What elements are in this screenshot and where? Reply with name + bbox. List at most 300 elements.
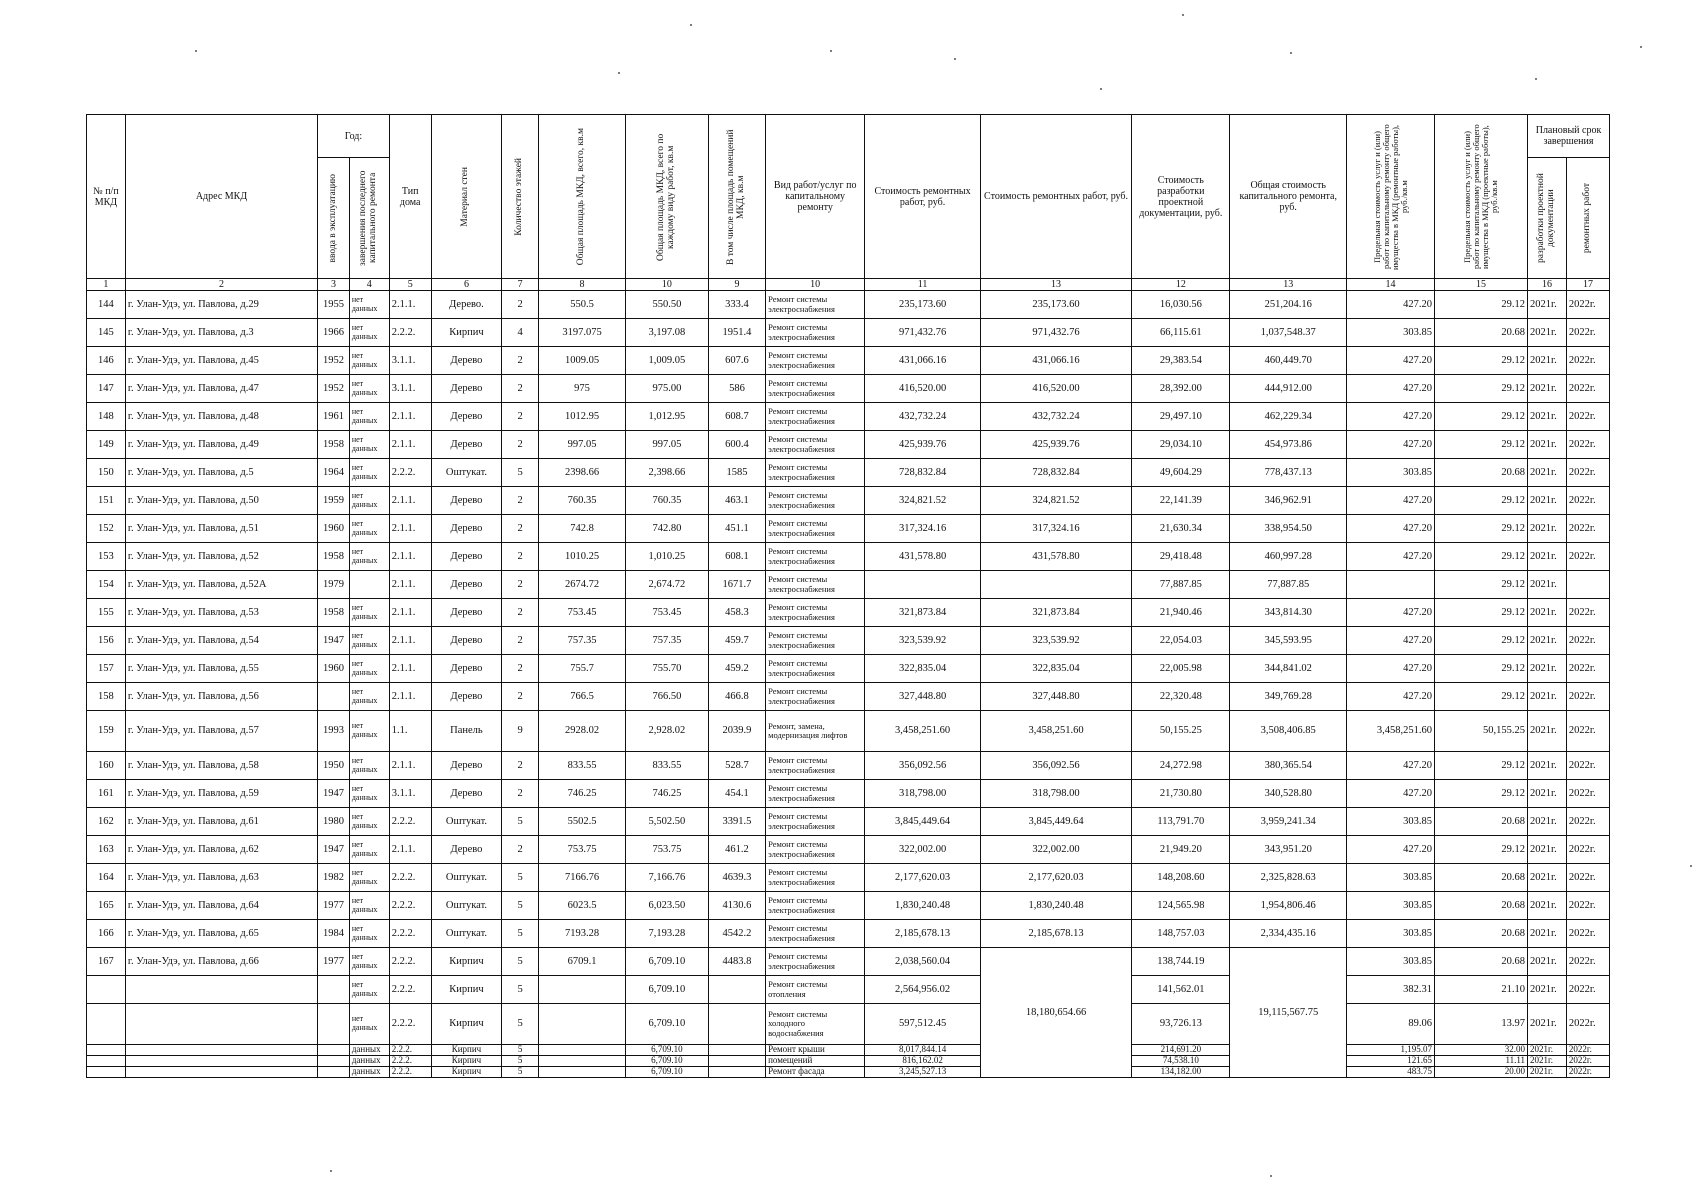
row-year-last-repair: нет данных (349, 836, 389, 864)
row-work-area: 1,012.95 (625, 403, 708, 431)
table-row (87, 864, 1610, 892)
row-limit-cost-design: 20.00 (1434, 1067, 1527, 1078)
row-work-type: Ремонт системы электроснабжения (766, 920, 865, 948)
row-house-type: 2.1.1. (389, 403, 431, 431)
table-row (87, 375, 1610, 403)
row-plan-repair: 2022г. (1566, 375, 1609, 403)
row-house-type: 2.2.2. (389, 1045, 431, 1056)
row-year-commission: 1947 (318, 627, 350, 655)
row-design-cost: 141,562.01 (1132, 976, 1230, 1004)
row-premises-area: 466.8 (708, 683, 765, 711)
row-year-commission: 1961 (318, 403, 350, 431)
row-repair-cost: 597,512.45 (865, 1004, 981, 1045)
row-number: 154 (87, 571, 126, 599)
row-wall-material: Дерево (431, 515, 502, 543)
row-limit-cost-design: 29.12 (1434, 515, 1527, 543)
row-total-cost: 251,204.16 (1230, 291, 1347, 319)
row-wall-material: Дерево (431, 375, 502, 403)
row-work-type: Ремонт фасада (766, 1067, 865, 1078)
row-house-type: 2.2.2. (389, 1004, 431, 1045)
row-design-cost: 29,383.54 (1132, 347, 1230, 375)
row-floors: 2 (502, 683, 539, 711)
header-repair-cost: Стоимость ремонтных работ, руб. (865, 115, 981, 279)
row-work-area: 6,709.10 (625, 1045, 708, 1056)
row-work-type: Ремонт системы электроснабжения (766, 291, 865, 319)
row-limit-cost-design: 20.68 (1434, 864, 1527, 892)
row-year-commission (318, 683, 350, 711)
row-year-last-repair: нет данных (349, 655, 389, 683)
row-design-cost: 29,034.10 (1132, 431, 1230, 459)
header-repair-cost-total: Стоимость ремонтных работ, руб. (980, 115, 1131, 279)
row-repair-cost-total: 2,177,620.03 (980, 864, 1131, 892)
row-work-area: 753.45 (625, 599, 708, 627)
row-total-area: 757.35 (539, 627, 626, 655)
row-year-last-repair: данных (349, 1045, 389, 1056)
header-work-area: Общая площадь МКД, всего по каждому виду работ, кв.м (625, 115, 708, 279)
row-repair-cost: 321,873.84 (865, 599, 981, 627)
column-number-1: 1 (87, 279, 126, 291)
row-house-type: 2.1.1. (389, 599, 431, 627)
row-year-last-repair: нет данных (349, 627, 389, 655)
row-plan-design: 2021г. (1528, 599, 1567, 627)
row-repair-cost-total: 318,798.00 (980, 780, 1131, 808)
row-work-type: Ремонт системы холодного водоснабжения (766, 1004, 865, 1045)
row-total-area (539, 1004, 626, 1045)
row-floors: 2 (502, 752, 539, 780)
header-row-1 (87, 115, 1610, 158)
row-limit-cost-repair: 427.20 (1347, 752, 1435, 780)
row-house-type: 2.1.1. (389, 571, 431, 599)
column-number-6: 6 (431, 279, 502, 291)
row-design-cost: 21,630.34 (1132, 515, 1230, 543)
row-wall-material: Дерево (431, 752, 502, 780)
row-limit-cost-repair: 427.20 (1347, 780, 1435, 808)
row-total-area: 6023.5 (539, 892, 626, 920)
row-floors: 5 (502, 808, 539, 836)
row-number: 167 (87, 948, 126, 976)
row-year-commission: 1982 (318, 864, 350, 892)
row-total-cost: 345,593.95 (1230, 627, 1347, 655)
row-total-area (539, 976, 626, 1004)
row-limit-cost-repair: 121.65 (1347, 1056, 1435, 1067)
row-number: 157 (87, 655, 126, 683)
row-number: 162 (87, 808, 126, 836)
row-plan-repair: 2022г. (1566, 515, 1609, 543)
row-repair-cost: 2,038,560.04 (865, 948, 981, 976)
row-design-cost: 214,691.20 (1132, 1045, 1230, 1056)
row-number: 165 (87, 892, 126, 920)
row-total-area: 975 (539, 375, 626, 403)
row-design-cost: 93,726.13 (1132, 1004, 1230, 1045)
row-total-area: 2928.02 (539, 711, 626, 752)
row-wall-material: Оштукат. (431, 459, 502, 487)
header-plan-group: Плановый срок завершения (1528, 115, 1610, 158)
row-address: г. Улан-Удэ, ул. Павлова, д.52 (125, 543, 317, 571)
row-total-area: 1012.95 (539, 403, 626, 431)
row-plan-design: 2021г. (1528, 543, 1567, 571)
row-total-area: 755.7 (539, 655, 626, 683)
table-row-group-line (87, 1067, 1610, 1078)
row-repair-cost: 322,002.00 (865, 836, 981, 864)
row-house-type: 2.1.1. (389, 291, 431, 319)
row-total-area: 2398.66 (539, 459, 626, 487)
row-work-type: Ремонт системы электроснабжения (766, 683, 865, 711)
row-year-commission (318, 1067, 350, 1078)
header-number: № п/п МКД (87, 115, 126, 279)
row-address (125, 1056, 317, 1067)
row-premises-area: 4639.3 (708, 864, 765, 892)
row-work-type: Ремонт крыши (766, 1045, 865, 1056)
group-total-cost: 19,115,567.75 (1230, 948, 1347, 1078)
row-premises-area (708, 976, 765, 1004)
row-total-area (539, 1056, 626, 1067)
row-work-type: Ремонт системы электроснабжения (766, 459, 865, 487)
row-total-area: 753.75 (539, 836, 626, 864)
row-year-commission: 1980 (318, 808, 350, 836)
row-year-commission: 1979 (318, 571, 350, 599)
row-floors: 5 (502, 892, 539, 920)
row-work-area: 7,193.28 (625, 920, 708, 948)
row-house-type: 2.1.1. (389, 487, 431, 515)
row-work-area: 2,674.72 (625, 571, 708, 599)
table-row (87, 599, 1610, 627)
row-address: г. Улан-Удэ, ул. Павлова, д.29 (125, 291, 317, 319)
row-plan-design: 2021г. (1528, 836, 1567, 864)
row-address (125, 976, 317, 1004)
row-premises-area: 1671.7 (708, 571, 765, 599)
row-total-area: 833.55 (539, 752, 626, 780)
table-row (87, 431, 1610, 459)
row-wall-material: Кирпич (431, 948, 502, 976)
row-premises-area: 458.3 (708, 599, 765, 627)
row-plan-repair: 2022г. (1566, 347, 1609, 375)
row-repair-cost-total: 431,066.16 (980, 347, 1131, 375)
row-address: г. Улан-Удэ, ул. Павлова, д.50 (125, 487, 317, 515)
row-house-type: 2.2.2. (389, 459, 431, 487)
row-number: 153 (87, 543, 126, 571)
row-total-area: 550.5 (539, 291, 626, 319)
row-floors: 2 (502, 403, 539, 431)
row-work-type: Ремонт системы электроснабжения (766, 808, 865, 836)
row-limit-cost-design: 29.12 (1434, 571, 1527, 599)
row-work-area: 766.50 (625, 683, 708, 711)
row-work-type: Ремонт системы электроснабжения (766, 655, 865, 683)
row-year-last-repair: нет данных (349, 711, 389, 752)
row-limit-cost-repair: 3,458,251.60 (1347, 711, 1435, 752)
column-number-5: 5 (389, 279, 431, 291)
row-year-last-repair: данных (349, 1067, 389, 1078)
row-total-area: 1010.25 (539, 543, 626, 571)
column-number-8: 8 (539, 279, 626, 291)
row-floors: 9 (502, 711, 539, 752)
table-row (87, 808, 1610, 836)
row-total-area: 7193.28 (539, 920, 626, 948)
row-total-cost: 778,437.13 (1230, 459, 1347, 487)
header-wall-material: Материал стен (431, 115, 502, 279)
row-total-cost: 2,325,828.63 (1230, 864, 1347, 892)
row-house-type: 2.2.2. (389, 864, 431, 892)
row-plan-repair: 2022г. (1566, 543, 1609, 571)
row-house-type: 2.1.1. (389, 752, 431, 780)
row-house-type: 2.2.2. (389, 319, 431, 347)
row-limit-cost-design: 20.68 (1434, 920, 1527, 948)
row-limit-cost-repair: 303.85 (1347, 892, 1435, 920)
row-plan-repair (1566, 571, 1609, 599)
row-repair-cost: 2,185,678.13 (865, 920, 981, 948)
row-floors: 5 (502, 976, 539, 1004)
row-plan-design: 2021г. (1528, 459, 1567, 487)
row-number: 151 (87, 487, 126, 515)
row-house-type: 2.1.1. (389, 431, 431, 459)
row-plan-repair: 2022г. (1566, 752, 1609, 780)
row-plan-design: 2021г. (1528, 431, 1567, 459)
row-total-area: 1009.05 (539, 347, 626, 375)
table-row (87, 459, 1610, 487)
row-work-type: Ремонт системы электроснабжения (766, 599, 865, 627)
row-number: 160 (87, 752, 126, 780)
row-design-cost: 134,182.00 (1132, 1067, 1230, 1078)
row-house-type: 3.1.1. (389, 347, 431, 375)
row-wall-material: Оштукат. (431, 920, 502, 948)
row-work-area: 6,709.10 (625, 1067, 708, 1078)
row-repair-cost: 2,177,620.03 (865, 864, 981, 892)
row-floors: 2 (502, 347, 539, 375)
row-repair-cost: 1,830,240.48 (865, 892, 981, 920)
row-wall-material: Кирпич (431, 1045, 502, 1056)
row-wall-material: Кирпич (431, 1056, 502, 1067)
column-number-2: 2 (125, 279, 317, 291)
row-total-cost: 77,887.85 (1230, 571, 1347, 599)
row-address (125, 1045, 317, 1056)
row-design-cost: 22,141.39 (1132, 487, 1230, 515)
row-number: 161 (87, 780, 126, 808)
row-floors: 2 (502, 375, 539, 403)
row-number: 166 (87, 920, 126, 948)
row-year-last-repair: нет данных (349, 291, 389, 319)
row-address: г. Улан-Удэ, ул. Павлова, д.53 (125, 599, 317, 627)
row-limit-cost-repair: 382.31 (1347, 976, 1435, 1004)
table-row (87, 892, 1610, 920)
row-total-cost: 340,528.80 (1230, 780, 1347, 808)
table-row (87, 515, 1610, 543)
row-year-last-repair: нет данных (349, 543, 389, 571)
row-design-cost: 29,418.48 (1132, 543, 1230, 571)
table-row (87, 403, 1610, 431)
row-work-type: помещений (766, 1056, 865, 1067)
row-address: г. Улан-Удэ, ул. Павлова, д.63 (125, 864, 317, 892)
row-plan-design: 2021г. (1528, 291, 1567, 319)
row-house-type: 2.1.1. (389, 683, 431, 711)
row-repair-cost-total: 324,821.52 (980, 487, 1131, 515)
row-repair-cost: 3,245,527.13 (865, 1067, 981, 1078)
row-limit-cost-repair: 427.20 (1347, 291, 1435, 319)
column-number-4: 4 (349, 279, 389, 291)
table-row-group-line (87, 1045, 1610, 1056)
row-premises-area: 1585 (708, 459, 765, 487)
row-plan-repair: 2022г. (1566, 920, 1609, 948)
row-design-cost: 16,030.56 (1132, 291, 1230, 319)
row-plan-design: 2021г. (1528, 711, 1567, 752)
row-design-cost: 22,005.98 (1132, 655, 1230, 683)
row-repair-cost: 317,324.16 (865, 515, 981, 543)
row-premises-area: 4542.2 (708, 920, 765, 948)
header-total-area: Общая площадь МКД, всего, кв.м (539, 115, 626, 279)
row-floors: 5 (502, 1056, 539, 1067)
column-number-9: 10 (625, 279, 708, 291)
row-wall-material: Кирпич (431, 1067, 502, 1078)
row-year-last-repair: нет данных (349, 459, 389, 487)
row-work-type: Ремонт системы электроснабжения (766, 431, 865, 459)
row-number (87, 1056, 126, 1067)
row-floors: 2 (502, 599, 539, 627)
row-wall-material: Дерево (431, 543, 502, 571)
row-total-area: 746.25 (539, 780, 626, 808)
row-work-type: Ремонт системы электроснабжения (766, 836, 865, 864)
register-sheet (86, 114, 1610, 1078)
row-work-type: Ремонт системы электроснабжения (766, 627, 865, 655)
row-repair-cost: 323,539.92 (865, 627, 981, 655)
row-year-commission: 1947 (318, 780, 350, 808)
row-plan-design: 2021г. (1528, 515, 1567, 543)
row-year-commission: 1959 (318, 487, 350, 515)
row-design-cost: 74,538.10 (1132, 1056, 1230, 1067)
row-floors: 5 (502, 459, 539, 487)
row-year-last-repair: нет данных (349, 599, 389, 627)
row-year-last-repair (349, 571, 389, 599)
row-floors: 5 (502, 1004, 539, 1045)
column-number-18: 16 (1528, 279, 1567, 291)
row-limit-cost-design: 29.12 (1434, 431, 1527, 459)
column-number-10: 9 (708, 279, 765, 291)
row-year-last-repair: нет данных (349, 375, 389, 403)
row-floors: 5 (502, 864, 539, 892)
group-repair-cost-total: 18,180,654.66 (980, 948, 1131, 1078)
row-limit-cost-repair: 1,195.07 (1347, 1045, 1435, 1056)
row-plan-repair: 2022г. (1566, 780, 1609, 808)
row-repair-cost: 8,017,844.14 (865, 1045, 981, 1056)
row-work-area: 6,709.10 (625, 948, 708, 976)
row-address: г. Улан-Удэ, ул. Павлова, д.65 (125, 920, 317, 948)
row-repair-cost-total: 317,324.16 (980, 515, 1131, 543)
row-work-area: 2,928.02 (625, 711, 708, 752)
row-number (87, 1045, 126, 1056)
row-design-cost: 113,791.70 (1132, 808, 1230, 836)
row-total-area: 6709.1 (539, 948, 626, 976)
row-wall-material: Дерево (431, 403, 502, 431)
row-number: 156 (87, 627, 126, 655)
row-repair-cost-total: 425,939.76 (980, 431, 1131, 459)
row-work-area: 6,709.10 (625, 976, 708, 1004)
row-plan-repair: 2022г. (1566, 487, 1609, 515)
row-total-area: 3197.075 (539, 319, 626, 347)
row-total-area: 760.35 (539, 487, 626, 515)
row-wall-material: Оштукат. (431, 808, 502, 836)
row-address: г. Улан-Удэ, ул. Павлова, д.58 (125, 752, 317, 780)
row-year-commission: 1952 (318, 375, 350, 403)
row-plan-repair: 2022г. (1566, 655, 1609, 683)
row-total-area: 2674.72 (539, 571, 626, 599)
row-premises-area (708, 1045, 765, 1056)
row-wall-material: Дерево (431, 487, 502, 515)
row-limit-cost-design: 29.12 (1434, 836, 1527, 864)
row-plan-design: 2021г. (1528, 1004, 1567, 1045)
row-floors: 2 (502, 655, 539, 683)
row-year-commission: 1977 (318, 892, 350, 920)
row-premises-area: 586 (708, 375, 765, 403)
header-design-cost: Стоимость разработки проектной документации, руб. (1132, 115, 1230, 279)
row-plan-design: 2021г. (1528, 627, 1567, 655)
row-limit-cost-design: 29.12 (1434, 599, 1527, 627)
row-address (125, 1004, 317, 1045)
row-plan-repair: 2022г. (1566, 599, 1609, 627)
row-limit-cost-repair: 303.85 (1347, 459, 1435, 487)
row-limit-cost-design: 11.11 (1434, 1056, 1527, 1067)
row-limit-cost-repair: 427.20 (1347, 599, 1435, 627)
row-limit-cost-design: 29.12 (1434, 752, 1527, 780)
row-wall-material: Кирпич (431, 319, 502, 347)
row-year-commission: 1966 (318, 319, 350, 347)
row-work-area: 755.70 (625, 655, 708, 683)
row-year-commission: 1960 (318, 655, 350, 683)
row-premises-area (708, 1004, 765, 1045)
row-total-area: 766.5 (539, 683, 626, 711)
row-limit-cost-repair (1347, 571, 1435, 599)
row-limit-cost-design: 20.68 (1434, 892, 1527, 920)
row-work-area: 2,398.66 (625, 459, 708, 487)
row-premises-area: 4130.6 (708, 892, 765, 920)
row-repair-cost-total: 322,002.00 (980, 836, 1131, 864)
row-total-area: 742.8 (539, 515, 626, 543)
row-number: 146 (87, 347, 126, 375)
row-limit-cost-design: 29.12 (1434, 683, 1527, 711)
row-limit-cost-design: 50,155.25 (1434, 711, 1527, 752)
row-floors: 5 (502, 1067, 539, 1078)
row-floors: 2 (502, 543, 539, 571)
row-total-area: 753.45 (539, 599, 626, 627)
row-plan-design: 2021г. (1528, 808, 1567, 836)
row-limit-cost-repair: 427.20 (1347, 543, 1435, 571)
row-plan-repair: 2022г. (1566, 976, 1609, 1004)
row-work-type: Ремонт системы электроснабжения (766, 780, 865, 808)
row-work-area: 7,166.76 (625, 864, 708, 892)
row-address: г. Улан-Удэ, ул. Павлова, д.56 (125, 683, 317, 711)
table-row (87, 836, 1610, 864)
row-work-type: Ремонт системы электроснабжения (766, 487, 865, 515)
row-total-area: 997.05 (539, 431, 626, 459)
row-plan-repair: 2022г. (1566, 808, 1609, 836)
row-work-area: 6,709.10 (625, 1004, 708, 1045)
row-year-commission (318, 1056, 350, 1067)
row-repair-cost-total: 323,539.92 (980, 627, 1131, 655)
row-total-cost: 460,449.70 (1230, 347, 1347, 375)
row-work-type: Ремонт системы электроснабжения (766, 347, 865, 375)
row-plan-repair: 2022г. (1566, 459, 1609, 487)
column-number-3: 3 (318, 279, 350, 291)
row-wall-material: Дерево (431, 683, 502, 711)
row-design-cost: 22,320.48 (1132, 683, 1230, 711)
row-floors: 2 (502, 780, 539, 808)
row-plan-repair: 2022г. (1566, 627, 1609, 655)
column-number-17: 15 (1434, 279, 1527, 291)
row-plan-design: 2021г. (1528, 655, 1567, 683)
row-work-area: 760.35 (625, 487, 708, 515)
row-design-cost: 50,155.25 (1132, 711, 1230, 752)
row-year-commission: 1993 (318, 711, 350, 752)
column-number-19: 17 (1566, 279, 1609, 291)
row-total-cost: 444,912.00 (1230, 375, 1347, 403)
row-design-cost: 29,497.10 (1132, 403, 1230, 431)
header-address: Адрес МКД (125, 115, 317, 279)
